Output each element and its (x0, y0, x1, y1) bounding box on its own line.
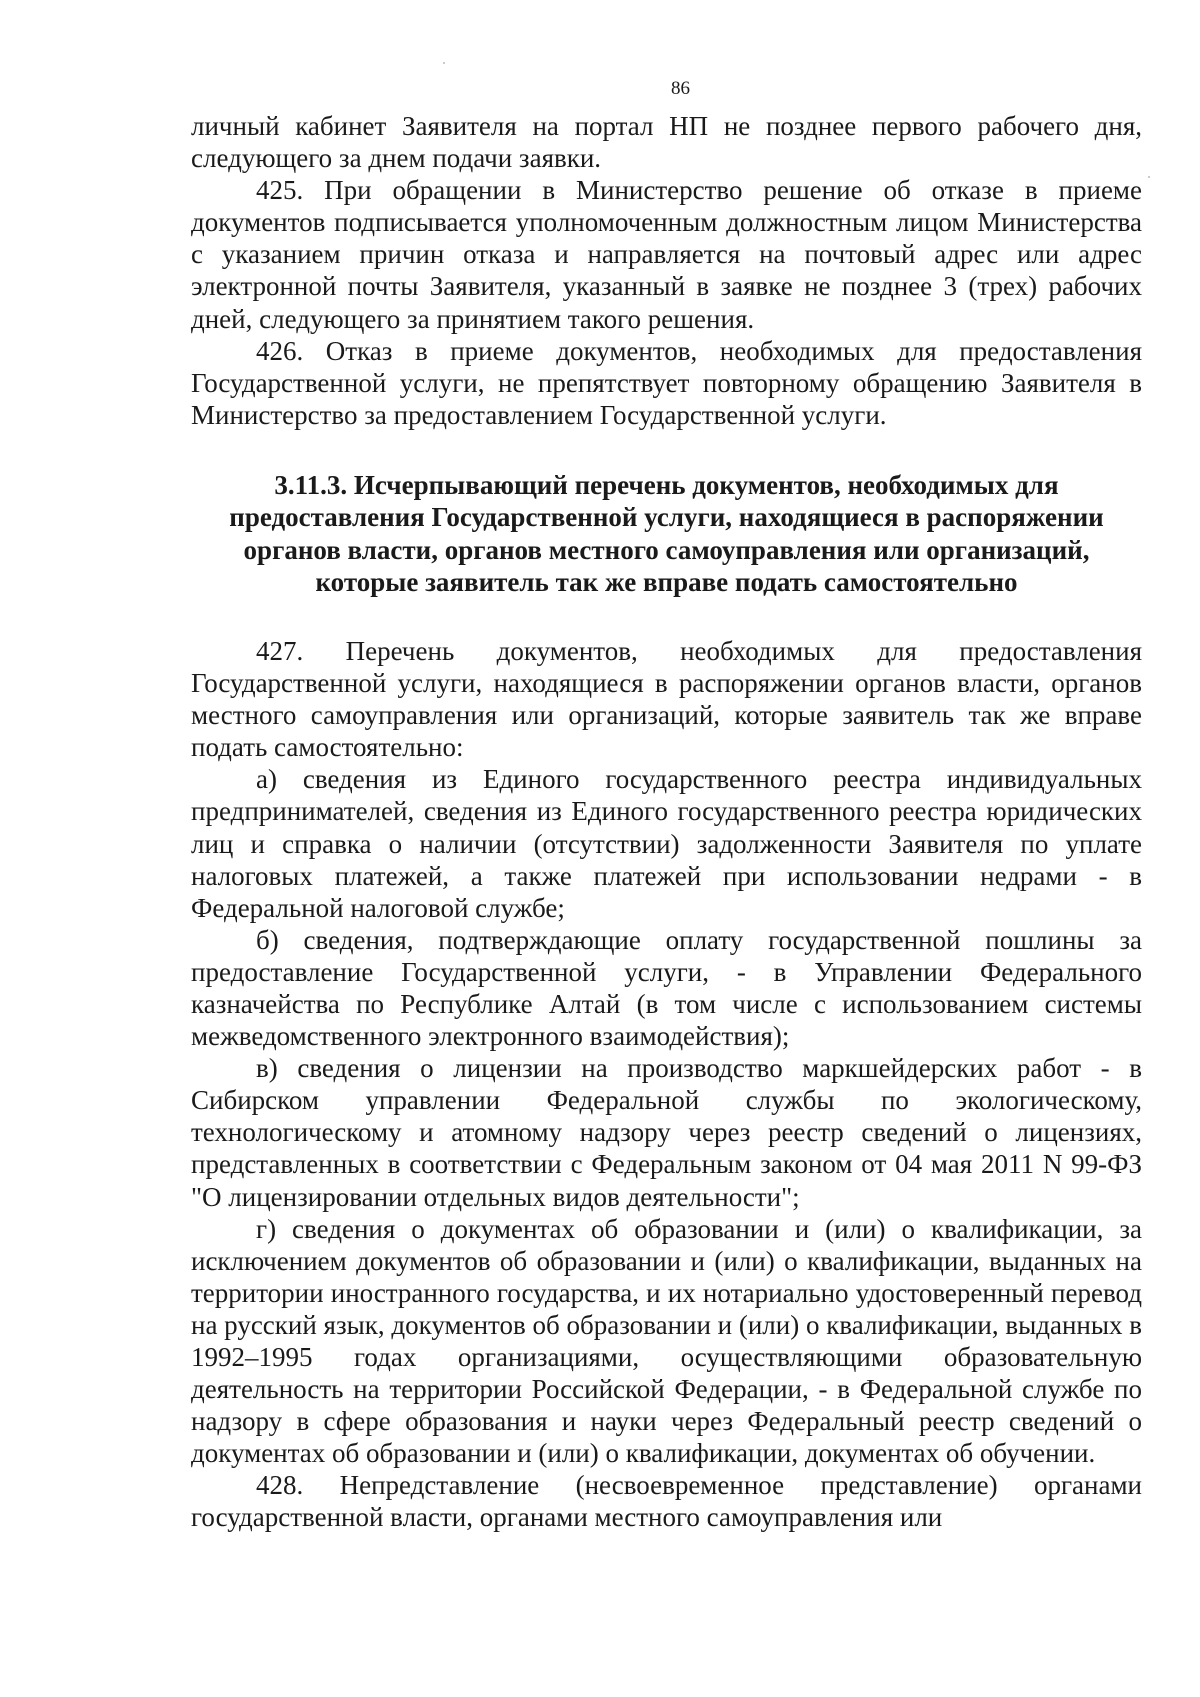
paragraph-427-a: а) сведения из Единого государственного реестра индивидуальных предпринимателей, сведения из Единого государственного реестра юридических лиц и справка о наличии (отсутствии) задолженности Заявителя по уплате налоговых платежей, а также платежей при использовании недрами - в Федеральной налоговой службе; (191, 764, 1142, 923)
section-heading: 3.11.3. Исчерпывающий перечень документов, необходимых для предоставления Государственной услуги, находящиеся в распоряжении органов власти, органов местного самоуправления или организаций, которые заявитель так же вправе подать самостоятельно (229, 469, 1104, 598)
scan-speck (1148, 176, 1150, 178)
page-number: 86 (671, 78, 690, 99)
paragraph-427-b: б) сведения, подтверждающие оплату государственной пошлины за предоставление Государственной услуги, - в Управлении Федерального казначейства по Республике Алтай (в том числе с использованием системы межведомственного электронного взаимодействия); (191, 924, 1142, 1052)
paragraph-426: 426. Отказ в приеме документов, необходимых для предоставления Государственной услуги, не препятствует повторному обращению Заявителя в Министерство за предоставлением Государственной услуги. (191, 335, 1142, 430)
paragraph-continuation: личный кабинет Заявителя на портал НП не позднее первого рабочего дня, следующего за днем подачи заявки. (191, 111, 1142, 174)
paragraph-427-v: в) сведения о лицензии на производство маркшейдерских работ - в Сибирском управлении Федеральной службы по экологическому, технологическому и атомному надзору через реестр сведений о лицензиях, представленных в соответствии с Федеральным законом от 04 мая 2011 N 99-ФЗ "О лицензировании отдельных видов деятельности"; (191, 1053, 1142, 1212)
paragraph-425: 425. При обращении в Министерство решение об отказе в приеме документов подписывается уполномоченным должностным лицом Министерства с указанием причин отказа и направляется на почтовый адрес или адрес электронной почты Заявителя, указанный в заявке не позднее 3 (трех) рабочих дней, следующего за принятием такого решения. (191, 175, 1142, 334)
paragraph-428: 428. Непредставление (несвоевременное представление) органами государственной власти, органами местного самоуправления или (191, 1470, 1142, 1533)
scan-speck (443, 62, 445, 64)
paragraph-427: 427. Перечень документов, необходимых для предоставления Государственной услуги, находящиеся в распоряжении органов власти, органов местного самоуправления или организаций, которые заявитель так же вправе подать самостоятельно: (191, 635, 1142, 763)
paragraph-427-g: г) сведения о документах об образовании и (или) о квалификации, за исключением документов об образовании и (или) о квалификации, выданных на территории иностранного государства, и их нотариально удостоверенный перевод на русский язык, документов об образовании и (или) о квалификации, выданных в 1992–1995 годах организациями, осуществляющими образовательную деятельность на территории Российской Федерации, - в Федеральной службе по надзору в сфере образования и науки через Федеральный реестр сведений о документах об образовании и (или) о квалификации, документах об обучении. (191, 1213, 1143, 1469)
